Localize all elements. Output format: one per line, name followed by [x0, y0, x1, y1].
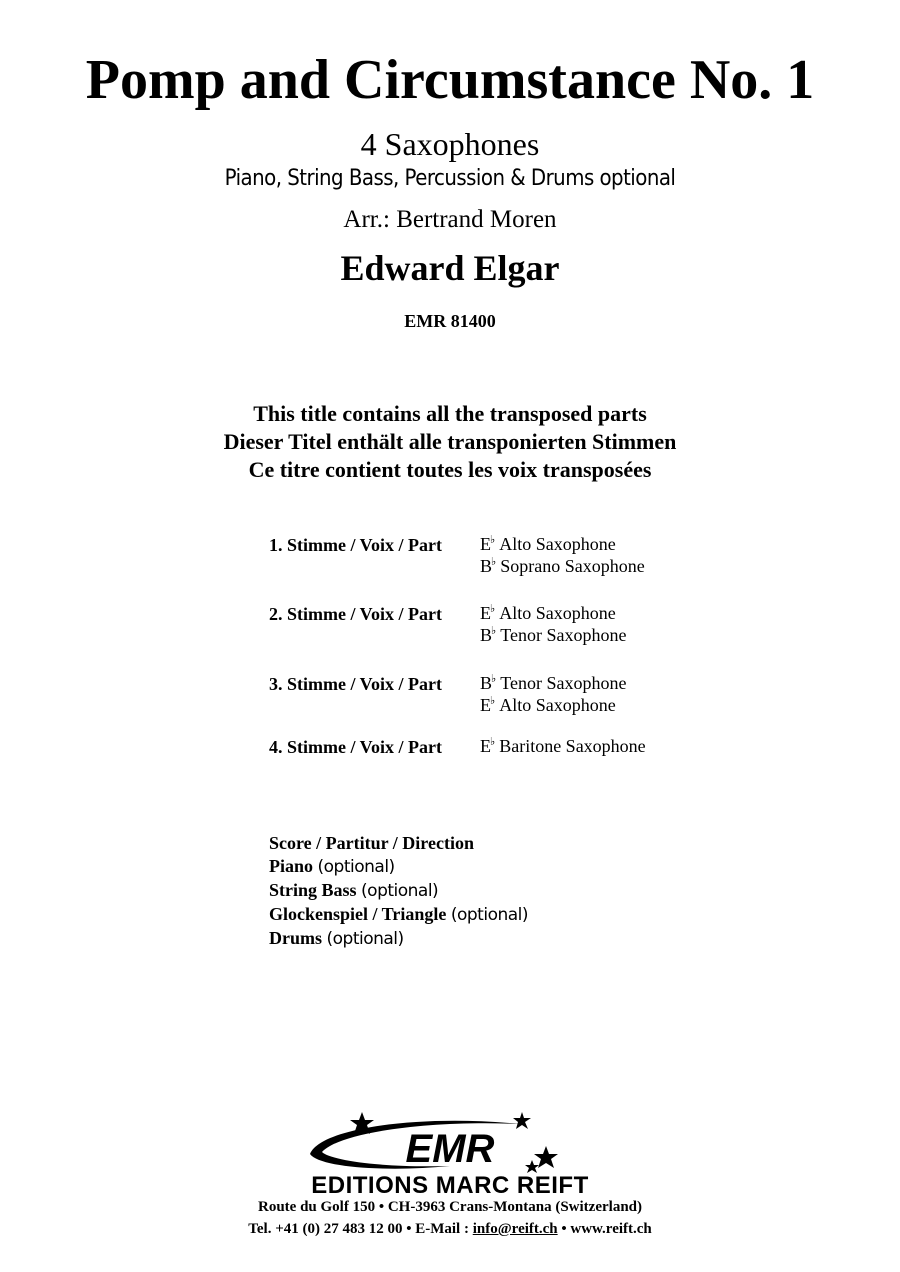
instrument-line [480, 626, 626, 648]
composer-name: Edward Elgar [340, 248, 560, 288]
transposed-parts-notice [0, 400, 900, 484]
additional-parts-list [269, 832, 528, 951]
instrument-name: Alto Saxophone [499, 603, 616, 623]
instrument-line [480, 674, 626, 696]
publisher-address: Route du Golf 150 • CH-3963 Crans-Montana (Switzerland) [258, 1199, 642, 1215]
part-instruments [480, 737, 646, 759]
key-letter: B [480, 556, 493, 576]
instrument-line [480, 737, 646, 759]
extra-part-name: Score / Partitur / Direction [269, 833, 474, 853]
flat-symbol: ♭ [490, 534, 496, 546]
catalog-number: EMR 81400 [404, 311, 496, 331]
extra-part-name: Drums [269, 928, 322, 948]
flat-symbol: ♭ [490, 603, 496, 615]
logo-emr-text: EMR [405, 1127, 495, 1171]
flat-symbol: ♭ [491, 556, 497, 568]
instrument-name: Tenor Saxophone [500, 673, 627, 693]
extra-part-note: (optional) [326, 929, 404, 949]
flat-symbol: ♭ [491, 673, 497, 685]
extra-part [269, 879, 528, 903]
instrument-name: Tenor Saxophone [500, 625, 627, 645]
part-label: 4. Stimme / Voix / Part [269, 737, 442, 757]
key-letter: B [480, 625, 493, 645]
arranger-credit: Arr.: Bertrand Moren [343, 206, 557, 233]
key-letter: E [480, 534, 491, 554]
flat-symbol: ♭ [490, 695, 496, 707]
email-link[interactable]: info@reift.ch [472, 1221, 558, 1237]
instrument-line [480, 604, 626, 626]
website-text: • www.reift.ch [561, 1221, 652, 1237]
phone-and-email-label: Tel. +41 (0) 27 483 12 00 • E-Mail : [248, 1221, 469, 1237]
extra-part-note: (optional) [361, 881, 439, 901]
extra-part [269, 903, 528, 927]
extra-part [269, 832, 528, 855]
part-instruments [480, 674, 626, 718]
instrument-name: Soprano Saxophone [500, 556, 645, 576]
extra-part-name: String Bass [269, 880, 357, 900]
instrument-name: Alto Saxophone [499, 695, 616, 715]
instrument-line [480, 696, 626, 718]
notice-line-de: Dieser Titel enthält alle transponierten Stimmen [223, 429, 677, 454]
instrument-line [480, 535, 645, 557]
extra-part-note: (optional) [317, 857, 395, 877]
publisher-contact-line [0, 1218, 900, 1240]
instrument-name: Baritone Saxophone [499, 736, 646, 756]
extra-part-name: Piano [269, 856, 314, 876]
part-label: 2. Stimme / Voix / Part [269, 604, 442, 624]
ensemble-subtitle: 4 Saxophones [360, 126, 540, 162]
key-letter: E [480, 603, 491, 623]
extra-part-note: (optional) [450, 905, 529, 925]
extra-part [269, 855, 528, 879]
publisher-contact [0, 1196, 900, 1240]
part-instruments [480, 604, 626, 648]
extra-part-name: Glockenspiel / Triangle [269, 904, 447, 924]
part-label: 3. Stimme / Voix / Part [269, 674, 442, 694]
emr-publisher-logo [300, 1108, 600, 1204]
flat-symbol: ♭ [491, 625, 497, 637]
notice-line-en: This title contains all the transposed parts [253, 401, 647, 426]
flat-symbol: ♭ [490, 736, 496, 748]
key-letter: E [480, 695, 491, 715]
key-letter: B [480, 673, 493, 693]
score-title: Pomp and Circumstance No. 1 [85, 49, 815, 111]
publisher-name: EDITIONS MARC REIFT [311, 1172, 589, 1199]
part-label: 1. Stimme / Voix / Part [269, 535, 442, 555]
notice-line-fr: Ce titre contient toutes les voix transposées [248, 457, 652, 482]
instrument-name: Alto Saxophone [499, 534, 616, 554]
extra-part [269, 927, 528, 951]
key-letter: E [480, 736, 491, 756]
instrument-line [480, 557, 645, 579]
optional-instrumentation: Piano, String Bass, Percussion & Drums optional [224, 166, 676, 191]
part-instruments [480, 535, 645, 579]
